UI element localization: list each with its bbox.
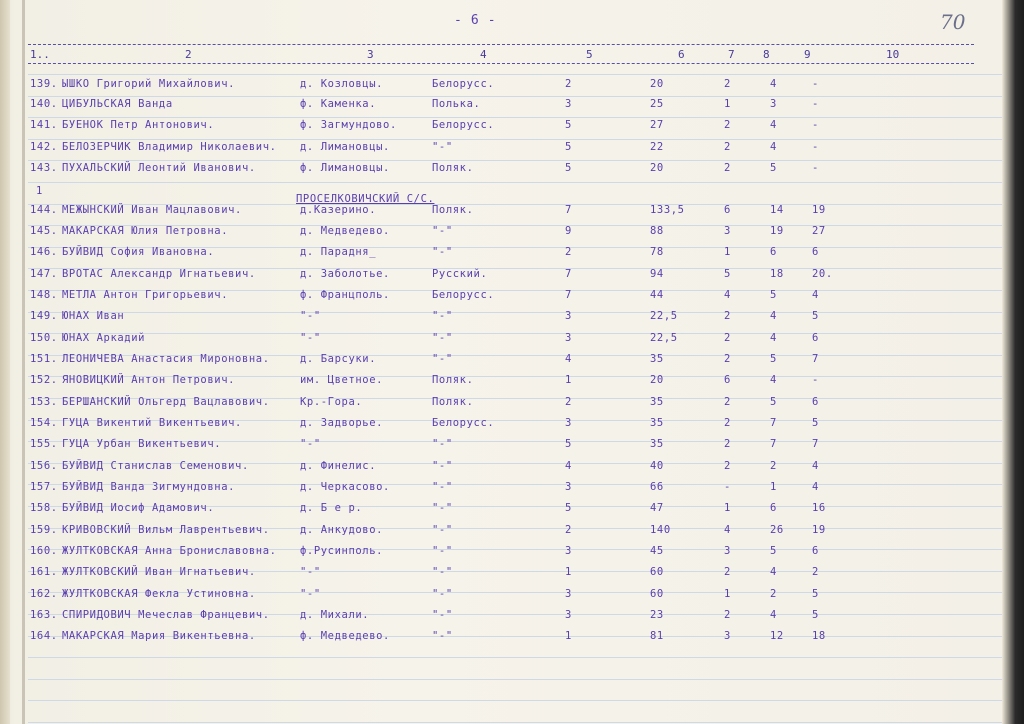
col-9-value: 4	[812, 460, 819, 472]
col-9-value: 6	[812, 545, 819, 557]
section-marker: 1	[36, 185, 43, 197]
col-7-value: 1	[724, 246, 731, 258]
ruled-line	[28, 139, 1002, 140]
nationality: Поляк.	[432, 204, 474, 216]
residence: ф.Русинполь.	[300, 545, 384, 557]
nationality: Поляк.	[432, 396, 474, 408]
row-number: 139.	[30, 78, 58, 90]
col-7-value: 6	[724, 204, 731, 216]
residence: "-"	[300, 310, 321, 322]
col-8-value: 19	[770, 225, 784, 237]
nationality: Полька.	[432, 98, 481, 110]
col-6-value: 25	[650, 98, 664, 110]
row-number: 161.	[30, 566, 58, 578]
ruled-line	[28, 657, 1002, 658]
nationality: "-"	[432, 609, 453, 621]
col-5-value: 5	[565, 162, 572, 174]
col-8-value: 26	[770, 524, 784, 536]
col-8-value: 18	[770, 268, 784, 280]
col-9-value: 5	[812, 609, 819, 621]
row-number: 155.	[30, 438, 58, 450]
ruled-line	[28, 117, 1002, 118]
person-name: БУЙВИД Станислав Семенович.	[62, 460, 249, 472]
row-number: 143.	[30, 162, 58, 174]
person-name: ЦИБУЛЬСКАЯ Ванда	[62, 98, 173, 110]
col-9-value: -	[812, 78, 819, 90]
row-number: 149.	[30, 310, 58, 322]
residence: "-"	[300, 332, 321, 344]
col-7-value: 2	[724, 141, 731, 153]
col-7-value: 1	[724, 502, 731, 514]
col-5-value: 7	[565, 268, 572, 280]
residence: "-"	[300, 588, 321, 600]
col-6-value: 60	[650, 566, 664, 578]
person-name: ЮНАХ Аркадий	[62, 332, 146, 344]
ruled-line	[28, 679, 1002, 680]
col-8-value: 4	[770, 332, 777, 344]
col-6-value: 20	[650, 78, 664, 90]
row-number: 147.	[30, 268, 58, 280]
nationality: Поляк.	[432, 374, 474, 386]
col-8-value: 4	[770, 119, 777, 131]
col-9-value: 16	[812, 502, 826, 514]
ruled-line	[28, 333, 1002, 334]
col-5-value: 3	[565, 332, 572, 344]
row-number: 164.	[30, 630, 58, 642]
row-number: 163.	[30, 609, 58, 621]
col-8-value: 5	[770, 162, 777, 174]
col-9-value: -	[812, 98, 819, 110]
col-8-value: 2	[770, 460, 777, 472]
person-name: БЕЛОЗЕРЧИК Владимир Николаевич.	[62, 141, 277, 153]
row-number: 141.	[30, 119, 58, 131]
row-number: 148.	[30, 289, 58, 301]
residence: ф. Медведево.	[300, 630, 390, 642]
residence: "-"	[300, 438, 321, 450]
nationality: "-"	[432, 460, 453, 472]
col-5-value: 5	[565, 438, 572, 450]
col-8-value: 7	[770, 438, 777, 450]
col-7-value: 1	[724, 98, 731, 110]
col-8-value: 7	[770, 417, 777, 429]
row-number: 144.	[30, 204, 58, 216]
col-6-value: 94	[650, 268, 664, 280]
column-header: 3	[367, 48, 374, 61]
col-9-value: 5	[812, 310, 819, 322]
col-7-value: 3	[724, 225, 731, 237]
col-9-value: 6	[812, 396, 819, 408]
residence: ф. Лимановцы.	[300, 162, 390, 174]
ruled-line	[28, 700, 1002, 701]
residence: д.Казерино.	[300, 204, 377, 216]
residence: ф. Загмундово.	[300, 119, 397, 131]
col-8-value: 6	[770, 246, 777, 258]
col-7-value: 1	[724, 588, 731, 600]
header-top-rule	[28, 44, 974, 45]
row-number: 145.	[30, 225, 58, 237]
col-7-value: 6	[724, 374, 731, 386]
col-8-value: 4	[770, 374, 777, 386]
col-5-value: 3	[565, 417, 572, 429]
person-name: ГУЦА Викентий Викентьевич.	[62, 417, 242, 429]
ruled-line	[28, 182, 1002, 183]
col-8-value: 14	[770, 204, 784, 216]
col-5-value: 7	[565, 289, 572, 301]
col-5-value: 3	[565, 481, 572, 493]
ruled-line	[28, 160, 1002, 161]
col-7-value: 2	[724, 609, 731, 621]
person-name: ЮНАХ Иван	[62, 310, 125, 322]
person-name: МАКАРСКАЯ Юлия Петровна.	[62, 225, 229, 237]
column-header: 4	[480, 48, 487, 61]
col-6-value: 44	[650, 289, 664, 301]
nationality: "-"	[432, 481, 453, 493]
col-7-value: 4	[724, 289, 731, 301]
column-header: 10	[886, 48, 900, 61]
col-5-value: 3	[565, 588, 572, 600]
nationality: "-"	[432, 332, 453, 344]
col-6-value: 22,5	[650, 332, 678, 344]
col-6-value: 40	[650, 460, 664, 472]
row-number: 150.	[30, 332, 58, 344]
person-name: БУЙВИД Ванда Зигмундовна.	[62, 481, 236, 493]
nationality: "-"	[432, 524, 453, 536]
col-6-value: 20	[650, 374, 664, 386]
person-name: МЕТЛА Антон Григорьевич.	[62, 289, 229, 301]
page-left-edge	[0, 0, 10, 724]
col-7-value: 2	[724, 438, 731, 450]
nationality: "-"	[432, 502, 453, 514]
person-name: ГУЦА Урбан Викентьевич.	[62, 438, 222, 450]
col-6-value: 27	[650, 119, 664, 131]
column-header: 7	[728, 48, 735, 61]
nationality: "-"	[432, 141, 453, 153]
nationality: "-"	[432, 630, 453, 642]
col-7-value: 2	[724, 162, 731, 174]
ruled-line	[28, 74, 1002, 75]
col-7-value: 2	[724, 417, 731, 429]
col-6-value: 35	[650, 417, 664, 429]
person-name: БУЙВИД София Ивановна.	[62, 246, 215, 258]
residence: д. Козловцы.	[300, 78, 384, 90]
col-6-value: 22	[650, 141, 664, 153]
row-number: 162.	[30, 588, 58, 600]
nationality: "-"	[432, 353, 453, 365]
col-8-value: 5	[770, 396, 777, 408]
col-5-value: 1	[565, 630, 572, 642]
nationality: Белорусс.	[432, 289, 495, 301]
col-5-value: 1	[565, 374, 572, 386]
col-6-value: 45	[650, 545, 664, 557]
col-9-value: 7	[812, 438, 819, 450]
col-7-value: 5	[724, 268, 731, 280]
residence: д. Анкудово.	[300, 524, 384, 536]
col-7-value: -	[724, 481, 731, 493]
residence: д. Заболотье.	[300, 268, 390, 280]
nationality: "-"	[432, 566, 453, 578]
residence: д. Б е р.	[300, 502, 363, 514]
residence: им. Цветное.	[300, 374, 384, 386]
nationality: "-"	[432, 310, 453, 322]
ruled-line	[28, 312, 1002, 313]
col-6-value: 133,5	[650, 204, 685, 216]
col-7-value: 2	[724, 119, 731, 131]
col-9-value: -	[812, 119, 819, 131]
person-name: ЫШКО Григорий Михайлович.	[62, 78, 236, 90]
residence: д. Задворье.	[300, 417, 384, 429]
row-number: 140.	[30, 98, 58, 110]
col-7-value: 2	[724, 310, 731, 322]
row-number: 157.	[30, 481, 58, 493]
col-9-value: 4	[812, 289, 819, 301]
col-5-value: 3	[565, 609, 572, 621]
nationality: "-"	[432, 246, 453, 258]
residence: д. Парадня_	[300, 246, 377, 258]
residence: "-"	[300, 566, 321, 578]
person-name: БУЕНОК Петр Антонович.	[62, 119, 215, 131]
col-8-value: 4	[770, 141, 777, 153]
col-5-value: 3	[565, 545, 572, 557]
col-8-value: 4	[770, 310, 777, 322]
col-6-value: 47	[650, 502, 664, 514]
col-6-value: 35	[650, 438, 664, 450]
col-9-value: 4	[812, 481, 819, 493]
col-7-value: 3	[724, 545, 731, 557]
row-number: 160.	[30, 545, 58, 557]
row-number: 142.	[30, 141, 58, 153]
col-7-value: 2	[724, 353, 731, 365]
residence: д. Финелис.	[300, 460, 377, 472]
col-6-value: 78	[650, 246, 664, 258]
page-right-edge	[1002, 0, 1024, 724]
column-header: 8	[763, 48, 770, 61]
residence: ф. Каменка.	[300, 98, 377, 110]
ruled-line	[28, 96, 1002, 97]
col-9-value: 20.	[812, 268, 833, 280]
col-6-value: 22,5	[650, 310, 678, 322]
header-bottom-rule	[28, 63, 974, 64]
col-9-value: -	[812, 141, 819, 153]
col-6-value: 140	[650, 524, 671, 536]
person-name: СПИРИДОВИЧ Мечеслав Францевич.	[62, 609, 270, 621]
col-5-value: 5	[565, 141, 572, 153]
col-5-value: 3	[565, 310, 572, 322]
column-header: 1..	[30, 48, 50, 61]
col-5-value: 2	[565, 246, 572, 258]
col-9-value: 7	[812, 353, 819, 365]
nationality: "-"	[432, 225, 453, 237]
nationality: Белорусс.	[432, 119, 495, 131]
person-name: ВРОТАС Александр Игнатьевич.	[62, 268, 256, 280]
nationality: "-"	[432, 545, 453, 557]
col-6-value: 35	[650, 353, 664, 365]
nationality: Белорусс.	[432, 417, 495, 429]
row-number: 153.	[30, 396, 58, 408]
residence: д. Медведево.	[300, 225, 390, 237]
col-7-value: 2	[724, 566, 731, 578]
row-number: 152.	[30, 374, 58, 386]
col-7-value: 4	[724, 524, 731, 536]
section-heading: ПРОСЕЛКОВИЧСКИЙ С/С.	[296, 193, 435, 205]
person-name: ЯНОВИЦКИЙ Антон Петрович.	[62, 374, 236, 386]
col-8-value: 2	[770, 588, 777, 600]
row-number: 158.	[30, 502, 58, 514]
col-8-value: 1	[770, 481, 777, 493]
residence: Кр.-Гора.	[300, 396, 363, 408]
person-name: ПУХАЛЬСКИЙ Леонтий Иванович.	[62, 162, 256, 174]
col-6-value: 60	[650, 588, 664, 600]
col-8-value: 4	[770, 566, 777, 578]
row-number: 146.	[30, 246, 58, 258]
col-5-value: 4	[565, 353, 572, 365]
col-5-value: 7	[565, 204, 572, 216]
col-8-value: 4	[770, 78, 777, 90]
person-name: ЖУЛТКОВСКАЯ Анна Брониславовна.	[62, 545, 277, 557]
col-9-value: -	[812, 162, 819, 174]
col-8-value: 6	[770, 502, 777, 514]
col-5-value: 4	[565, 460, 572, 472]
person-name: КРИВОВСКИЙ Вильм Лаврентьевич.	[62, 524, 270, 536]
row-number: 156.	[30, 460, 58, 472]
col-9-value: 19	[812, 524, 826, 536]
col-8-value: 5	[770, 545, 777, 557]
col-6-value: 88	[650, 225, 664, 237]
residence: ф. Францполь.	[300, 289, 390, 301]
col-5-value: 1	[565, 566, 572, 578]
col-9-value: 27	[812, 225, 826, 237]
nationality: Поляк.	[432, 162, 474, 174]
col-7-value: 2	[724, 396, 731, 408]
row-number: 154.	[30, 417, 58, 429]
col-9-value: 5	[812, 588, 819, 600]
col-8-value: 3	[770, 98, 777, 110]
col-5-value: 5	[565, 119, 572, 131]
col-6-value: 81	[650, 630, 664, 642]
col-6-value: 35	[650, 396, 664, 408]
col-9-value: 2	[812, 566, 819, 578]
col-9-value: 18	[812, 630, 826, 642]
person-name: МЕЖЫНСКИЙ Иван Мацлавович.	[62, 204, 242, 216]
person-name: МАКАРСКАЯ Мария Викентьевна.	[62, 630, 256, 642]
sheet-number: 70	[940, 10, 966, 34]
col-7-value: 2	[724, 460, 731, 472]
col-8-value: 4	[770, 609, 777, 621]
column-header: 9	[804, 48, 811, 61]
col-5-value: 9	[565, 225, 572, 237]
residence: д. Лимановцы.	[300, 141, 390, 153]
residence: д. Черкасово.	[300, 481, 390, 493]
person-name: БУЙВИД Иосиф Адамович.	[62, 502, 215, 514]
col-9-value: 6	[812, 246, 819, 258]
row-number: 151.	[30, 353, 58, 365]
page-number: - 6 -	[454, 13, 497, 28]
nationality: "-"	[432, 588, 453, 600]
col-8-value: 5	[770, 289, 777, 301]
col-5-value: 2	[565, 78, 572, 90]
row-number: 159.	[30, 524, 58, 536]
col-6-value: 23	[650, 609, 664, 621]
residence: д. Михали.	[300, 609, 370, 621]
binding-line	[22, 0, 25, 724]
col-7-value: 3	[724, 630, 731, 642]
col-5-value: 5	[565, 502, 572, 514]
col-7-value: 2	[724, 78, 731, 90]
col-8-value: 12	[770, 630, 784, 642]
ruled-line	[28, 722, 1002, 723]
column-header: 6	[678, 48, 685, 61]
person-name: ЖУЛТКОВСКИЙ Иван Игнатьевич.	[62, 566, 256, 578]
col-6-value: 20	[650, 162, 664, 174]
person-name: ЖУЛТКОВСКАЯ Фекла Устиновна.	[62, 588, 256, 600]
nationality: Белорусс.	[432, 78, 495, 90]
col-5-value: 2	[565, 396, 572, 408]
residence: д. Барсуки.	[300, 353, 377, 365]
column-header: 2	[185, 48, 192, 61]
col-9-value: -	[812, 374, 819, 386]
col-5-value: 3	[565, 98, 572, 110]
column-header: 5	[586, 48, 593, 61]
col-6-value: 66	[650, 481, 664, 493]
nationality: Русский.	[432, 268, 488, 280]
col-9-value: 6	[812, 332, 819, 344]
person-name: БЕРШАНСКИЙ Ольгерд Вацлавович.	[62, 396, 270, 408]
person-name: ЛЕОНИЧЕВА Анастасия Мироновна.	[62, 353, 270, 365]
col-7-value: 2	[724, 332, 731, 344]
col-9-value: 19	[812, 204, 826, 216]
col-8-value: 5	[770, 353, 777, 365]
col-5-value: 2	[565, 524, 572, 536]
col-9-value: 5	[812, 417, 819, 429]
nationality: "-"	[432, 438, 453, 450]
